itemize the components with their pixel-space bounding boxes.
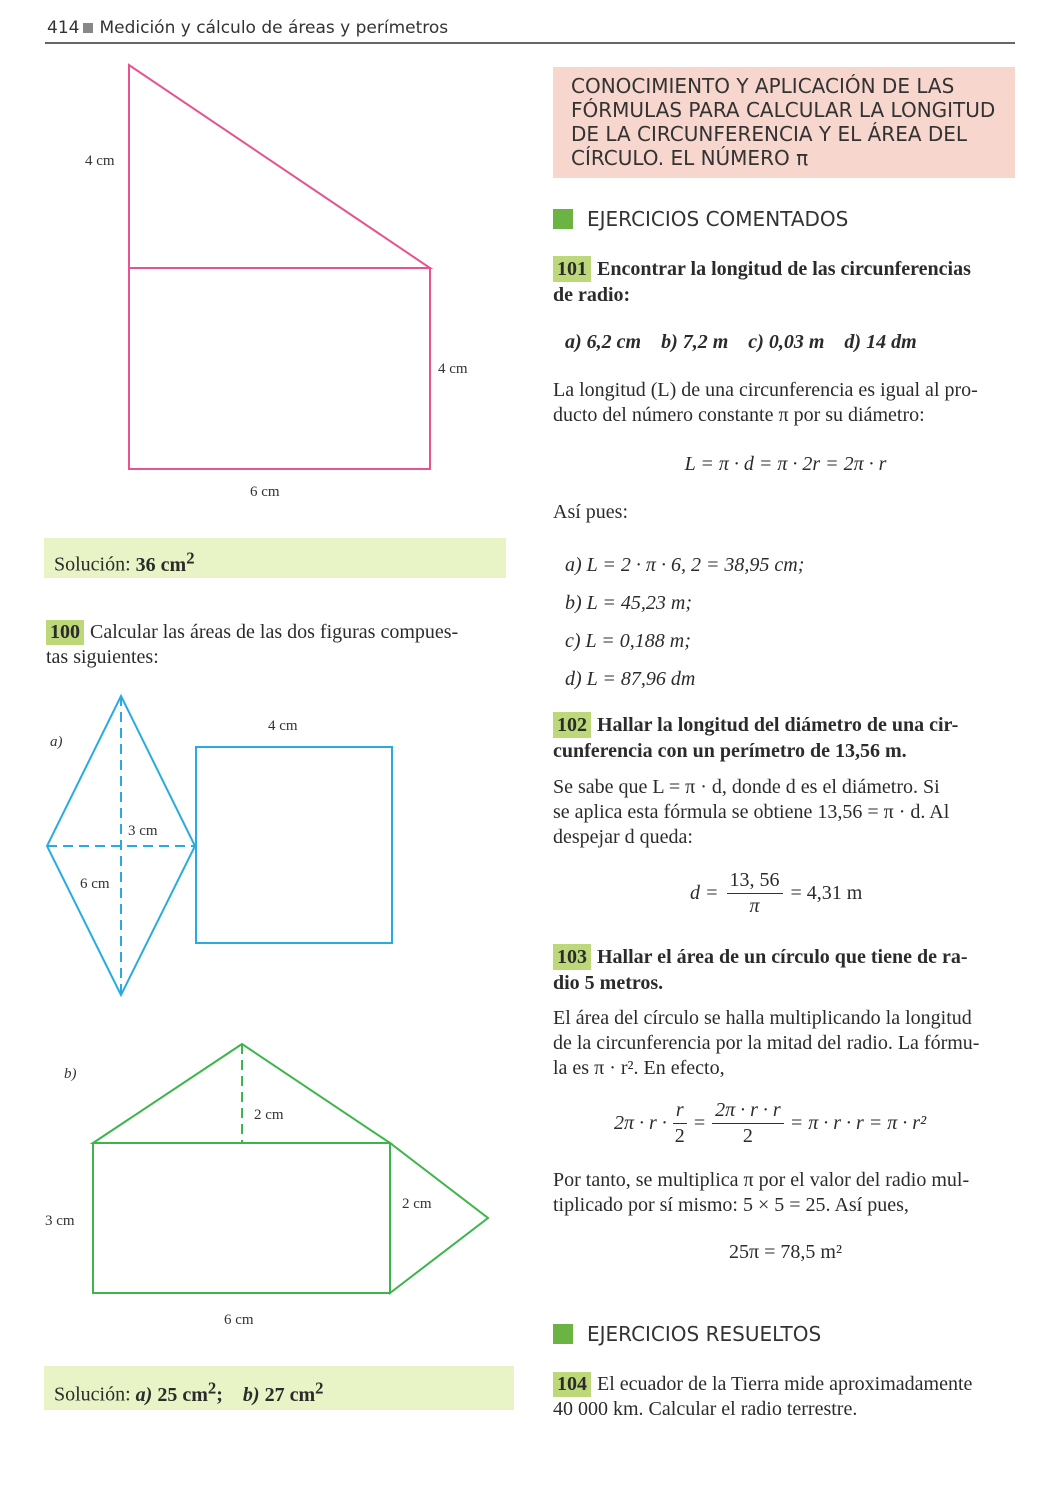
formula-circumference: L = π · d = π · 2r = 2π · r xyxy=(684,453,887,475)
label-side-triangle: 2 cm xyxy=(402,1196,432,1212)
body-text: de la circunferencia por la mitad del radio. La fórmu- xyxy=(553,1032,980,1054)
section-title-line: FÓRMULAS PARA CALCULAR LA LONGITUD xyxy=(571,98,996,122)
body-text: Se sabe que L = π · d, donde d es el diámetro. Si xyxy=(553,776,940,798)
question-text: Hallar la longitud del diámetro de una cir- xyxy=(597,714,959,736)
formula-left: d = xyxy=(690,882,719,904)
section-title-line: DE LA CIRCUNFERENCIA Y EL ÁREA DEL xyxy=(571,122,968,146)
question-text: Encontrar la longitud de las circunferencias xyxy=(597,258,971,280)
fraction-numerator: 13, 56 xyxy=(727,868,783,894)
body-text: 40 000 km. Calcular el radio terrestre. xyxy=(553,1398,858,1420)
solution-b-sup: 2 xyxy=(315,1378,324,1397)
fraction xyxy=(712,1098,784,1149)
fraction xyxy=(673,1098,687,1149)
solution-a-label: a) xyxy=(135,1383,153,1406)
exercise-102-explanation xyxy=(553,775,1018,850)
question-text: de radio: xyxy=(553,284,631,306)
formula-part: = π · r · r = π · r² xyxy=(789,1112,927,1134)
body-text: despejar d queda: xyxy=(553,826,693,848)
solution-box-2 xyxy=(44,1366,514,1410)
exercise-101-options: a) 6,2 cm b) 7,2 m c) 0,03 m d) 14 dm xyxy=(565,331,917,353)
rectangle-shape xyxy=(93,1143,390,1293)
solution-b-value: 27 cm xyxy=(264,1383,316,1406)
formula-diameter xyxy=(690,868,862,919)
exercise-103-conclusion xyxy=(553,1168,1018,1218)
asi-pues-text: Así pues: xyxy=(553,501,628,523)
exercise-number: 104 xyxy=(553,1372,591,1397)
heading-text: EJERCICIOS COMENTADOS xyxy=(587,207,849,231)
formula-part: 2π · r · xyxy=(614,1112,667,1134)
body-text: ducto del número constante π por su diámetro: xyxy=(553,404,925,426)
body-text: El área del círculo se halla multiplicando la longitud xyxy=(553,1007,972,1029)
figure-b-label: b) xyxy=(64,1066,77,1082)
question-text: Hallar el área de un círculo que tiene de ra- xyxy=(597,946,968,968)
exercise-number: 103 xyxy=(553,944,591,970)
label-triangle-height: 4 cm xyxy=(85,153,115,169)
exercise-number: 102 xyxy=(553,712,591,738)
chapter-title: Medición y cálculo de áreas y perímetros xyxy=(99,18,449,38)
fraction-numerator: 2π · r · r xyxy=(712,1098,784,1124)
label-half-diagonal: 3 cm xyxy=(128,823,158,839)
green-square-icon xyxy=(553,209,573,229)
body-text: El ecuador de la Tierra mide aproximadamente xyxy=(597,1373,973,1395)
exercise-103-explanation xyxy=(553,1006,1018,1081)
header-rule xyxy=(45,42,1015,44)
label-triangle-height: 2 cm xyxy=(254,1107,284,1123)
exercise-text: tas siguientes: xyxy=(46,646,159,668)
label-rect-height: 3 cm xyxy=(45,1213,75,1229)
page-header xyxy=(47,18,448,38)
section-title-line: CÍRCULO. EL NÚMERO π xyxy=(571,146,809,170)
answer-b: b) L = 45,23 m; xyxy=(565,592,693,614)
solved-exercises-heading xyxy=(553,1322,821,1346)
exercise-102-question xyxy=(553,712,1018,764)
formula-right: = 4,31 m xyxy=(790,882,863,904)
question-text: dio 5 metros. xyxy=(553,972,664,994)
square-bullet-icon xyxy=(83,23,93,33)
exercise-103-question xyxy=(553,944,1018,996)
exercise-number: 101 xyxy=(553,256,591,282)
solution-box-1 xyxy=(44,538,506,578)
solution-sup: 2 xyxy=(186,548,195,567)
body-text: Por tanto, se multiplica π por el valor del radio mul- xyxy=(553,1169,970,1191)
exercise-100 xyxy=(46,620,516,670)
formula-result: 25π = 78,5 m² xyxy=(729,1241,842,1263)
solution-value: 36 cm xyxy=(135,553,187,576)
section-title-line: CONOCIMIENTO Y APLICACIÓN DE LAS xyxy=(571,74,955,98)
solution-b-label: b) xyxy=(242,1383,260,1406)
formula-part: = xyxy=(692,1112,707,1134)
triangle-shape xyxy=(129,65,430,268)
solution-label: Solución: xyxy=(54,553,136,576)
label-diagonal: 6 cm xyxy=(80,876,110,892)
exercise-101-explanation xyxy=(553,378,1018,428)
body-text: La longitud (L) de una circunferencia es igual al pro- xyxy=(553,379,978,401)
label-rect-width: 6 cm xyxy=(224,1312,254,1328)
exercise-101-answers xyxy=(565,546,804,698)
body-text: la es π · r². En efecto, xyxy=(553,1057,725,1079)
exercise-101-question xyxy=(553,256,1018,308)
section-title-box xyxy=(553,67,1015,178)
figure-a-label: a) xyxy=(50,734,63,750)
exercise-text: Calcular las áreas de las dos figuras compues- xyxy=(90,621,459,643)
green-square-icon xyxy=(553,1324,573,1344)
page-number: 414 xyxy=(47,18,80,38)
solution-a-sup: 2 xyxy=(207,1378,217,1397)
question-text: cunferencia con un perímetro de 13,56 m. xyxy=(553,740,907,762)
body-text: tiplicado por sí mismo: 5 × 5 = 25. Así pues, xyxy=(553,1194,909,1216)
solution-a-value: 25 cm xyxy=(157,1383,208,1406)
answer-d: d) L = 87,96 dm xyxy=(565,668,696,690)
exercise-104 xyxy=(553,1372,1018,1422)
answer-c: c) L = 0,188 m; xyxy=(565,630,691,652)
solution-label: Solución: xyxy=(54,1383,136,1406)
label-square-side: 4 cm xyxy=(268,718,298,734)
figure-triangle-rectangle xyxy=(40,55,520,505)
rectangle-shape xyxy=(129,268,430,469)
solution-separator: ; xyxy=(216,1383,223,1406)
body-text: se aplica esta fórmula se obtiene 13,56 = π · d. Al xyxy=(553,801,950,823)
exercise-number: 100 xyxy=(46,620,84,645)
label-rect-width: 6 cm xyxy=(250,484,280,500)
answer-a: a) L = 2 · π · 6, 2 = 38,95 cm; xyxy=(565,554,805,576)
formula-area xyxy=(614,1098,926,1149)
side-triangle-shape xyxy=(390,1143,488,1293)
fraction-denominator: 2 xyxy=(742,1125,753,1147)
figure-a-rhombus-square xyxy=(40,690,410,1000)
label-rect-height: 4 cm xyxy=(438,361,468,377)
fraction-denominator: π xyxy=(749,895,760,917)
fraction-numerator: r xyxy=(673,1098,687,1124)
figure-b-house-shape xyxy=(40,1040,500,1340)
square-shape xyxy=(196,747,392,943)
fraction-denominator: 2 xyxy=(674,1125,685,1147)
fraction xyxy=(727,868,783,919)
commented-exercises-heading xyxy=(553,207,848,231)
heading-text: EJERCICIOS RESUELTOS xyxy=(587,1322,822,1346)
